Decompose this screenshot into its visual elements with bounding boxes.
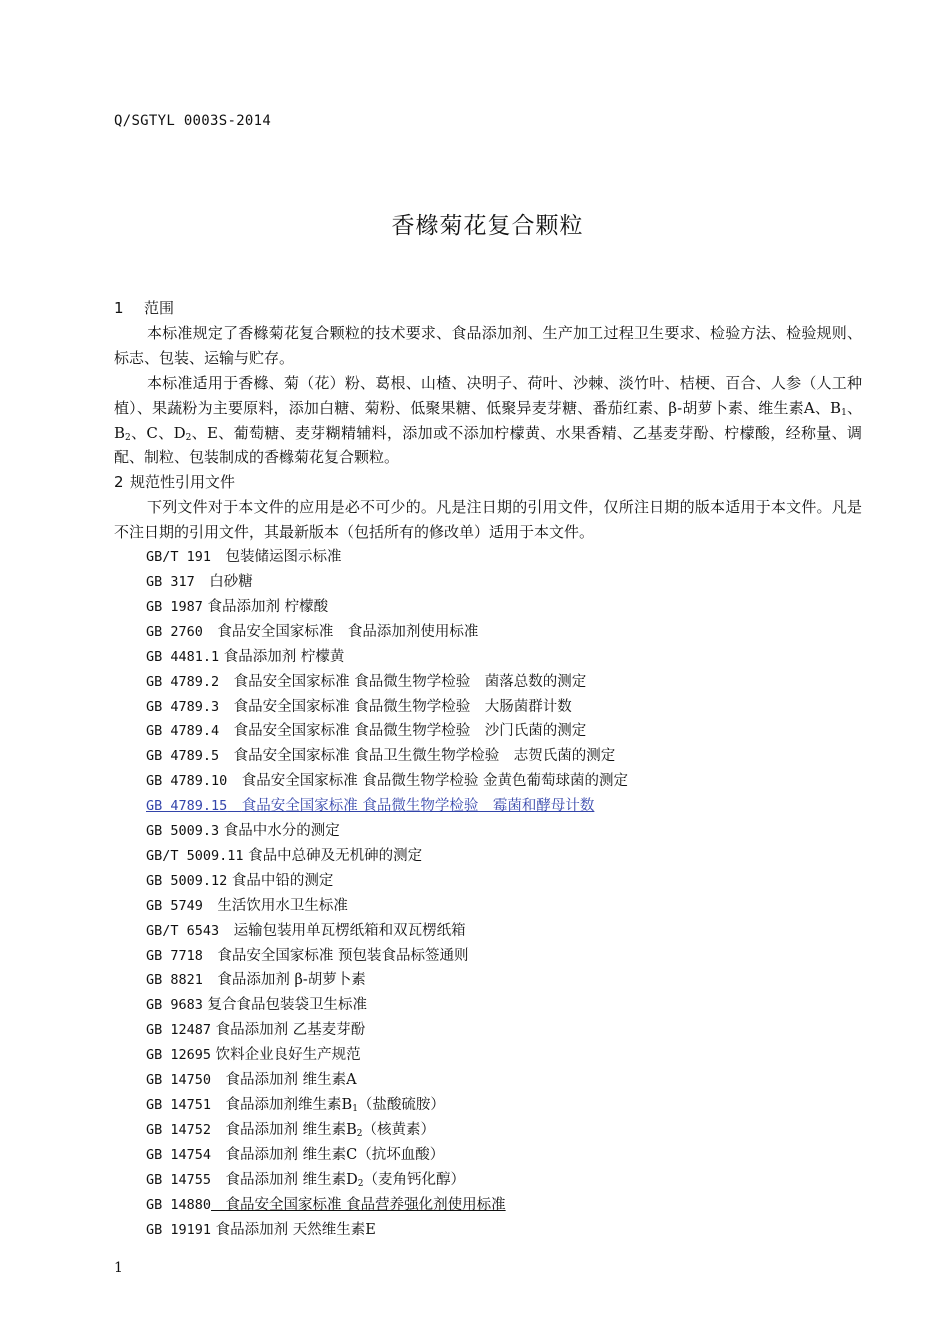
reference-item-link[interactable]: GB 4789.15 食品安全国家标准 食品微生物学检验 霉菌和酵母计数 <box>146 798 595 815</box>
reference-item: GB 14754 食品添加剂 维生素C（抗坏血酸） <box>146 1146 445 1163</box>
reference-list <box>114 545 862 1242</box>
scope-paragraph-2: 本标准适用于香橼、菊（花）粉、葛根、山楂、决明子、荷叶、沙棘、淡竹叶、桔梗、百合、人参（人工种植）、果蔬粉为主要原料，添加白糖、菊粉、低聚果糖、低聚异麦芽糖、番茄红素、β-胡萝卜素、维生素A、$B_1$、$B_2$、C、$D_2$、E、葡萄糖、麦芽糊精辅料，添加或不添加柠檬黄、水果香精、乙基麦芽酚、柠檬酸，经称量、调配、制粒、包装制成的香橼菊花复合颗粒。 <box>114 373 862 467</box>
reference-item: GB 14755 食品添加剂 维生素$D_2$（麦角钙化醇） <box>146 1171 465 1189</box>
document-title: 香橼菊花复合颗粒 <box>391 213 584 239</box>
reference-item: GB/T 191 包装储运图示标准 <box>146 549 342 566</box>
reference-item: GB 19191 食品添加剂 天然维生素E <box>146 1221 376 1238</box>
document-code: Q/SGTYL 0003S-2014 <box>114 113 272 129</box>
reference-item: GB 9683 复合食品包装袋卫生标准 <box>146 997 368 1014</box>
reference-item: GB 14880 食品安全国家标准 食品营养强化剂使用标准 <box>146 1196 506 1213</box>
reference-item: GB 5749 生活饮用水卫生标准 <box>146 897 348 914</box>
reference-item: GB 7718 食品安全国家标准 预包装食品标签通则 <box>146 947 469 964</box>
reference-item: GB 8821 食品添加剂 β-胡萝卜素 <box>146 972 366 989</box>
reference-item: GB 14750 食品添加剂 维生素A <box>146 1072 357 1089</box>
reference-item: GB 317 白砂糖 <box>146 573 253 590</box>
reference-item: GB/T 6543 运输包装用单瓦楞纸箱和双瓦楞纸箱 <box>146 922 466 939</box>
reference-item: GB 14751 食品添加剂维生素$B_1$（盐酸硫胺） <box>146 1097 445 1114</box>
section-1-title: 范围 <box>144 299 175 317</box>
reference-item: GB 4789.3 食品安全国家标准 食品微生物学检验 大肠菌群计数 <box>146 698 572 715</box>
section-1-number: 1 <box>114 299 124 317</box>
reference-item: GB/T 5009.11 食品中总砷及无机砷的测定 <box>146 847 423 864</box>
reference-item: GB 4789.5 食品安全国家标准 食品卫生微生物学检验 志贺氏菌的测定 <box>146 748 616 765</box>
document-body <box>114 296 862 1242</box>
scope-paragraph-1: 本标准规定了香橼菊花复合颗粒的技术要求、食品添加剂、生产加工过程卫生要求、检验方法、检验规则、标志、包装、运输与贮存。 <box>114 323 862 367</box>
reference-item: GB 5009.12 食品中铅的测定 <box>146 872 334 889</box>
reference-item: GB 14752 食品添加剂 维生素$B_2$（核黄素） <box>146 1121 436 1139</box>
reference-item: GB 12695 饮料企业良好生产规范 <box>146 1047 361 1064</box>
section-1-heading <box>114 296 862 321</box>
section-2-number: 2 <box>114 473 124 492</box>
references-intro-paragraph: 下列文件对于本文件的应用是必不可少的。凡是注日期的引用文件，仅所注日期的版本适用于本文件。凡是不注日期的引用文件，其最新版本（包括所有的修改单）适用于本文件。 <box>114 498 862 542</box>
reference-item: GB 2760 食品安全国家标准 食品添加剂使用标准 <box>146 623 479 640</box>
page-number: 1 <box>114 1260 123 1276</box>
reference-item: GB 1987 食品添加剂 柠檬酸 <box>146 598 329 615</box>
reference-item: GB 5009.3 食品中水分的测定 <box>146 823 340 840</box>
reference-item: GB 12487 食品添加剂 乙基麦芽酚 <box>146 1022 366 1039</box>
reference-item: GB 4789.4 食品安全国家标准 食品微生物学检验 沙门氏菌的测定 <box>146 723 587 740</box>
reference-item: GB 4789.2 食品安全国家标准 食品微生物学检验 菌落总数的测定 <box>146 673 587 690</box>
section-2-title: 规范性引用文件 <box>130 473 236 492</box>
reference-item: GB 4789.10 食品安全国家标准 食品微生物学检验 金黄色葡萄球菌的测定 <box>146 773 628 790</box>
reference-item: GB 4481.1 食品添加剂 柠檬黄 <box>146 648 345 665</box>
section-2-heading <box>114 470 862 495</box>
